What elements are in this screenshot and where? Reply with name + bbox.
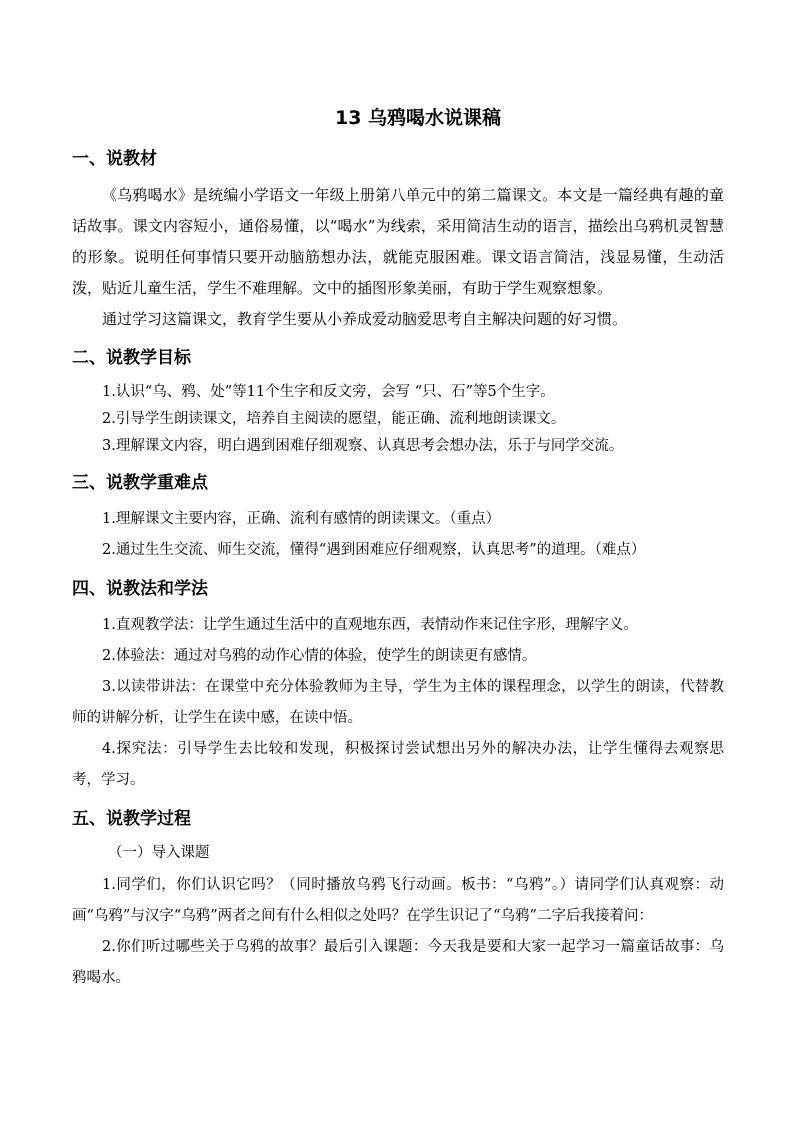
list-item: 1.直观教学法：让学生通过生活中的直观地东西，表情动作来记住字形，理解字义。 bbox=[102, 617, 638, 633]
section-methods bbox=[72, 576, 724, 796]
document-page bbox=[72, 100, 724, 1004]
list-item: 2.体验法：通过对乌鸦的动作心情的体验，使学生的朗读更有感情。 bbox=[102, 648, 537, 664]
list-item: 4.探究法：引导学生去比较和发现，积极探讨尝试想出另外的解决办法，让学生懂得去观察思考，学习。 bbox=[72, 741, 724, 788]
section-heading: 四、说教法和学法 bbox=[72, 579, 208, 599]
section-heading: 二、说教学目标 bbox=[72, 348, 191, 368]
list-item: 1.认识“乌、鸦、处”等11个生字和反文旁，会写 “只、石”等5个生字。 bbox=[102, 384, 555, 400]
section-process bbox=[72, 806, 724, 994]
document-title: 13 乌鸦喝水说课稿 bbox=[334, 107, 502, 129]
section-heading: 一、说教材 bbox=[72, 149, 157, 169]
subsection-heading: （一）导入课题 bbox=[108, 845, 210, 861]
section-key-points bbox=[72, 470, 724, 566]
list-item: 2.通过生生交流、师生交流，懂得“遇到困难应仔细观察，认真思考”的道理。（难点） bbox=[102, 542, 646, 558]
list-item: 2.引导学生朗读课文，培养自主阅读的愿望，能正确、流利地朗读课文。 bbox=[102, 411, 566, 427]
paragraph: 《乌鸦喝水》是统编小学语文一年级上册第八单元中的第二篇课文。本文是一篇经典有趣的童话故事。课文内容短小，通俗易懂，以“喝水”为线索，采用简洁生动的语言，描绘出乌鸦机灵智慧的形象。说明任何事情只要开动脑筋想办法，就能克服困难。课文语言简洁，浅显易懂，生动活泼，贴近儿童生活，学生不难理解。文中的插图形象美丽，有助于学生观察想象。 bbox=[72, 186, 724, 297]
list-item: 3.以读带讲法：在课堂中充分体验教师为主导，学生为主体的课程理念，以学生的朗读，代替教师的讲解分析，让学生在读中感，在读中悟。 bbox=[72, 679, 724, 726]
section-heading: 三、说教学重难点 bbox=[72, 473, 208, 493]
list-item: 1.理解课文主要内容，正确、流利有感情的朗读课文。（重点） bbox=[102, 511, 501, 527]
list-item: 1.同学们，你们认识它吗？（同时播放乌鸦飞行动画。板书：“乌鸦”。）请同学们认真观察：动画“乌鸦”与汉字“乌鸦”两者之间有什么相似之处吗？在学生识记了“乌鸦”二字后我接着问： bbox=[72, 877, 724, 924]
list-item: 3.理解课文内容，明白遇到困难仔细观察、认真思考会想办法，乐于与同学交流。 bbox=[102, 438, 624, 454]
section-goals bbox=[72, 345, 724, 460]
list-item: 2.你们听过哪些关于乌鸦的故事？最后引入课题：今天我是要和大家一起学习一篇童话故事：乌鸦喝水。 bbox=[72, 939, 724, 986]
paragraph: 通过学习这篇课文，教育学生要从小养成爱动脑爱思考自主解决问题的好习惯。 bbox=[102, 310, 628, 328]
section-textbook bbox=[72, 146, 724, 335]
section-heading: 五、说教学过程 bbox=[72, 809, 191, 829]
